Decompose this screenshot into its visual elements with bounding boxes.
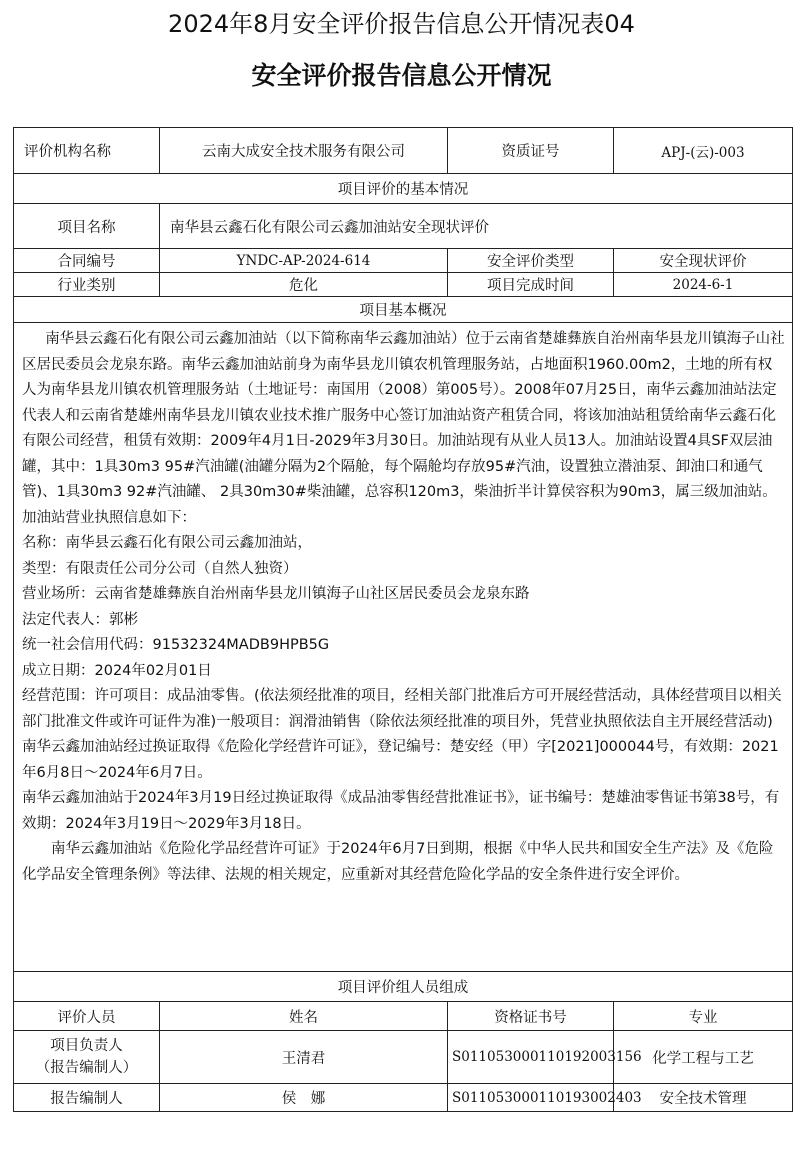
- contract-row: [14, 249, 793, 273]
- license-scope: 经营范围：许可项目：成品油零售。(依法须经批准的项目，经相关部门批准后方可开展经营活动，具体经营项目以相关部门批准文件或许可证件为准)一般项目：润滑油销售（除依法须经批准的项目外，凭营业执照依法自主开展经营活动): [22, 688, 782, 730]
- cert-value: APJ-(云)-003: [614, 128, 793, 174]
- team-row: [14, 1031, 793, 1084]
- team-header-cert: 资格证书号: [448, 1002, 614, 1031]
- team-name: 王清君: [160, 1031, 448, 1084]
- cert-label: 资质证号: [448, 128, 614, 174]
- conclusion-paragraph: 南华云鑫加油站《危险化学品经营许可证》于2024年6月7日到期，根据《中华人民共和国安全生产法》及《危险化学品安全管理条例》等法律、法规的相关规定，应重新对其经营危险化学品的安全条件进行安全评价。: [22, 841, 774, 883]
- license-founding-date: 成立日期：2024年02月01日: [22, 662, 212, 679]
- basic-section-title: 项目评价的基本情况: [14, 174, 793, 204]
- team-header-row: [14, 1002, 793, 1031]
- team-role-line: 项目负责人: [50, 1038, 123, 1054]
- team-role: 报告编制人: [14, 1084, 160, 1112]
- org-value: 云南大成安全技术服务有限公司: [160, 128, 448, 174]
- team-header-name: 姓名: [160, 1002, 448, 1031]
- team-cert: S011053000110193002403: [448, 1084, 614, 1112]
- contract-label: 合同编号: [14, 249, 160, 273]
- team-header-role: 评价人员: [14, 1002, 160, 1031]
- overview-row: [14, 323, 793, 972]
- finish-label: 项目完成时间: [448, 273, 614, 297]
- team-name: 侯 娜: [160, 1084, 448, 1112]
- project-name-label: 项目名称: [14, 204, 160, 249]
- oil-license-paragraph: 南华云鑫加油站于2024年3月19日经过换证取得《成品油零售经营批准证书》，证书编号：楚雄油零售证书第38号，有效期：2024年3月19日～2029年3月18日。: [22, 790, 780, 832]
- team-role-line: （报告编制人）: [35, 1060, 138, 1076]
- license-place: 营业场所：云南省楚雄彝族自治州南华县龙川镇海子山社区居民委员会龙泉东路: [22, 586, 530, 602]
- org-label: 评价机构名称: [14, 128, 160, 174]
- team-major: 化学工程与工艺: [614, 1031, 793, 1084]
- license-name: 名称：南华县云鑫石化有限公司云鑫加油站，: [22, 535, 312, 551]
- document-subtitle: 安全评价报告信息公开情况: [251, 61, 552, 90]
- industry-value: 危化: [160, 273, 448, 297]
- contract-value: YNDC-AP-2024-614: [160, 249, 448, 273]
- team-section-title: 项目评价组人员组成: [14, 972, 793, 1002]
- finish-value: 2024-6-1: [614, 273, 793, 297]
- license-credit-code: 统一社会信用代码：91532324MADB9HPB5G: [22, 637, 330, 653]
- hazardous-license-paragraph: 南华云鑫加油站经过换证取得《危险化学经营许可证》，登记编号：楚安经（甲）字[2021]000044号，有效期：2021年6月8日～2024年6月7日。: [22, 739, 779, 781]
- team-header-major: 专业: [614, 1002, 793, 1031]
- team-row: [14, 1084, 793, 1112]
- project-name-row: [14, 204, 793, 249]
- eval-type-value: 安全现状评价: [614, 249, 793, 273]
- team-role: [14, 1031, 160, 1084]
- eval-type-label: 安全评价类型: [448, 249, 614, 273]
- document-title: 2024年8月安全评价报告信息公开情况表04: [168, 10, 635, 38]
- overview-section-title: 项目基本概况: [14, 297, 793, 323]
- industry-row: [14, 273, 793, 297]
- license-type: 类型：有限责任公司分公司（自然人独资）: [22, 560, 298, 577]
- project-name-value: 南华县云鑫石化有限公司云鑫加油站安全现状评价: [160, 204, 793, 249]
- disclosure-table: [13, 127, 793, 1112]
- team-major: 安全技术管理: [614, 1084, 793, 1112]
- org-row: [14, 128, 793, 174]
- license-representative: 法定代表人：郭彬: [22, 611, 138, 628]
- team-cert: S011053000110192003156: [448, 1031, 614, 1084]
- industry-label: 行业类别: [14, 273, 160, 297]
- overview-paragraph: 南华县云鑫石化有限公司云鑫加油站（以下简称南华云鑫加油站）位于云南省楚雄彝族自治州南华县龙川镇海子山社区居民委员会龙泉东路。南华云鑫加油站前身为南华县龙川镇农机管理服务站，占地面积1960.00m2，土地的所有权人为南华县龙川镇农机管理服务站（土地证号：南国用（2008）第005号）。2008年07月25日，南华云鑫加油站法定代表人和云南省楚雄州南华县龙川镇农业技术推广服务中心签订加油站资产租赁合同，将该加油站租赁给南华云鑫石化有限公司经营，租赁有效期：2009年4月1日-2029年3月30日。加油站现有从业人员13人。加油站设置4具SF双层油罐，其中：1具30m3 95#汽油罐(油罐分隔为2个隔舱，每个隔舱均存放95#汽油，设置独立潜油泵、卸油口和通气管)、1具30m3 92#汽油罐、 2具30m30#柴油罐，总容积120m3，柴油折半计算侯容积为90m3，属三级加油站。加油站营业执照信息如下：: [22, 331, 785, 526]
- overview-content: [14, 323, 793, 972]
